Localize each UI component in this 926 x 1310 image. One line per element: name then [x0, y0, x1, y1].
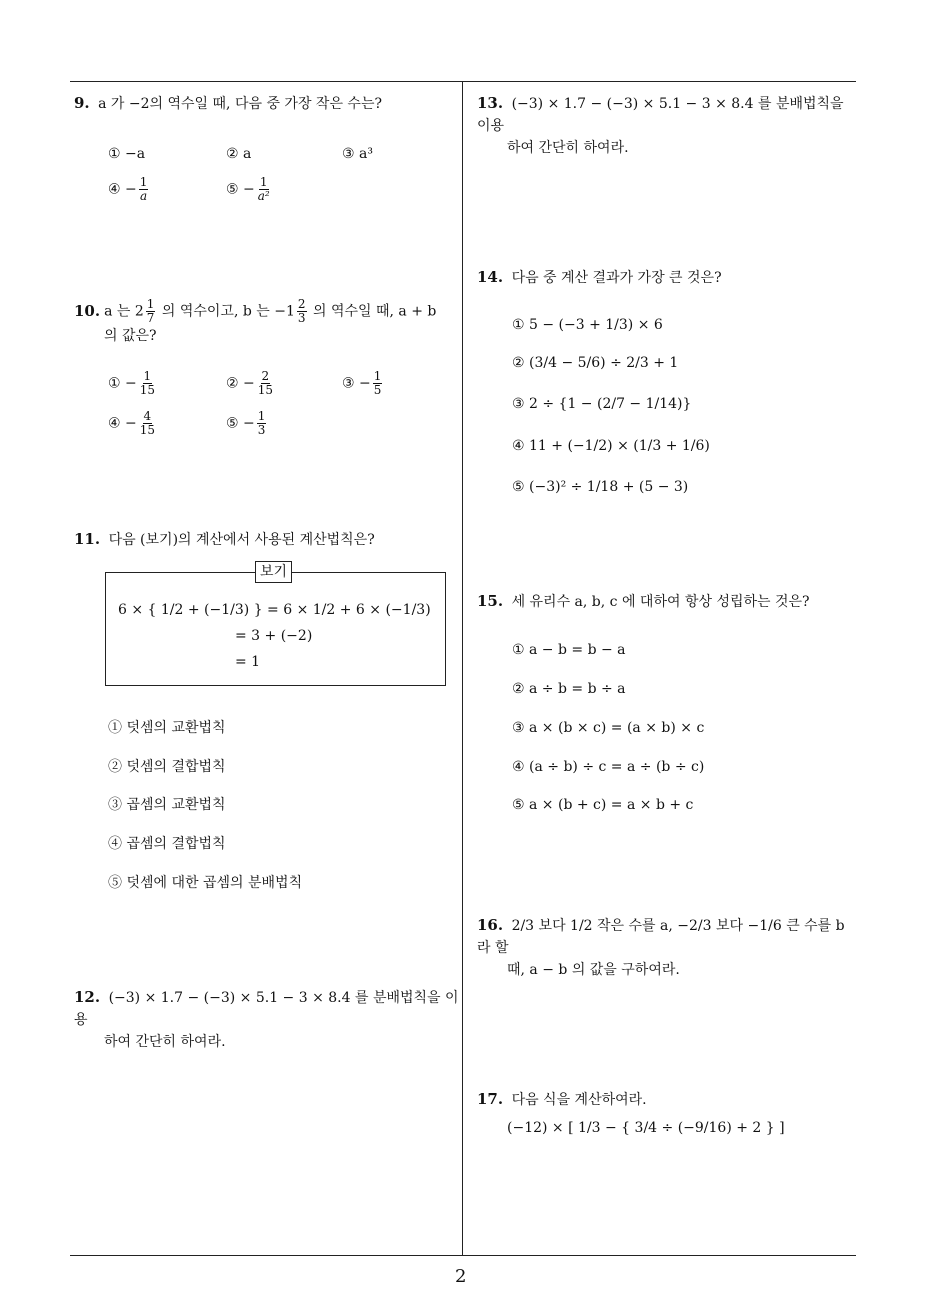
question-text: (−3) × 1.7 − (−3) × 5.1 − 3 × 8.4 를 분배법칙을 이용	[477, 96, 844, 134]
fraction	[297, 298, 307, 325]
question-17	[477, 1088, 861, 1139]
option-5[interactable]	[226, 176, 273, 203]
option-5[interactable]: ⑤ (−3)² ÷ 1/18 + (5 − 3)	[512, 479, 689, 495]
numerator: 1	[143, 369, 152, 383]
option-5[interactable]: ⑤ a × (b + c) = a × b + c	[512, 797, 694, 813]
example-box-title: 보기	[255, 561, 292, 583]
question-12	[74, 986, 460, 1053]
option-label: ⑤ −	[226, 181, 255, 198]
question-text: 의 역수이고, b 는 −1	[157, 303, 295, 320]
numerator: 2	[261, 369, 270, 383]
denominator: 3	[297, 311, 306, 325]
question-11	[74, 528, 460, 551]
question-9	[74, 92, 454, 115]
option-1[interactable]: ① −a	[108, 146, 146, 162]
page-number: 2	[455, 1266, 467, 1287]
fraction	[146, 298, 156, 325]
question-text: 2/3 보다 1/2 작은 수를 a, −2/3 보다 −1/6 큰 수를 b 라 할	[477, 918, 845, 956]
denominator: 15	[139, 423, 156, 437]
question-number: 16.	[477, 916, 504, 934]
question-text: 다음 식을 계산하여라.	[511, 1092, 647, 1108]
numerator: 2	[297, 297, 306, 311]
option-3[interactable]: ③ a³	[342, 146, 373, 162]
denominator: 3	[257, 423, 266, 437]
question-text: 세 유리수 a, b, c 에 대하여 항상 성립하는 것은?	[511, 594, 810, 610]
question-number: 13.	[477, 94, 504, 112]
option-4[interactable]	[108, 176, 150, 203]
option-5[interactable]: ⑤ 덧셈에 대한 곱셈의 분배법칙	[108, 875, 303, 891]
bottom-rule	[70, 1255, 856, 1256]
question-number: 14.	[477, 268, 504, 286]
denominator: 5	[373, 383, 382, 397]
option-4[interactable]	[108, 410, 158, 437]
question-text: 의 역수일 때, a + b	[308, 303, 437, 320]
option-1[interactable]: ① 덧셈의 교환법칙	[108, 720, 226, 736]
question-text-line2: 때, a − b 의 값을 구하여라.	[507, 962, 680, 978]
fraction	[257, 176, 271, 203]
question-text: a 가 −2의 역수일 때, 다음 중 가장 작은 수는?	[98, 96, 382, 112]
question-10	[74, 298, 460, 347]
question-text: (−3) × 1.7 − (−3) × 5.1 − 3 × 8.4 를 분배법칙을 이용	[74, 990, 459, 1028]
denominator: 7	[146, 311, 155, 325]
option-3[interactable]: ③ 2 ÷ {1 − (2/7 − 1/14)}	[512, 396, 692, 412]
option-2[interactable]: ② a	[226, 146, 252, 162]
option-label: ④ −	[108, 415, 137, 432]
option-1[interactable]: ① 5 − (−3 + 1/3) × 6	[512, 317, 663, 333]
option-1[interactable]	[108, 370, 158, 397]
fraction	[139, 410, 156, 437]
fraction	[373, 370, 383, 397]
example-line-1: 6 × { 1/2 + (−1/3) } = 6 × 1/2 + 6 × (−1/3)	[118, 602, 431, 618]
question-14	[477, 266, 861, 289]
fraction	[257, 410, 267, 437]
option-2[interactable]	[226, 370, 276, 397]
option-2[interactable]: ② 덧셈의 결합법칙	[108, 759, 226, 775]
option-label: ④ −	[108, 181, 137, 198]
numerator: 1	[373, 369, 382, 383]
question-expression: (−12) × [ 1/3 − { 3/4 ÷ (−9/16) + 2 } ]	[507, 1120, 785, 1136]
question-number: 12.	[74, 988, 101, 1006]
numerator: 1	[259, 175, 268, 189]
denominator: 15	[139, 383, 156, 397]
example-line-2: = 3 + (−2)	[235, 628, 313, 644]
question-15	[477, 590, 861, 613]
option-5[interactable]	[226, 410, 268, 437]
option-2[interactable]: ② (3/4 − 5/6) ÷ 2/3 + 1	[512, 355, 679, 371]
denominator: 15	[257, 383, 274, 397]
question-13	[477, 92, 861, 159]
option-4[interactable]: ④ 곱셈의 결합법칙	[108, 836, 226, 852]
fraction	[257, 370, 274, 397]
option-4[interactable]: ④ (a ÷ b) ÷ c = a ÷ (b ÷ c)	[512, 759, 705, 775]
denominator: a²	[257, 189, 270, 203]
option-label: ⑤ −	[226, 415, 255, 432]
option-3[interactable]: ③ a × (b × c) = (a × b) × c	[512, 720, 705, 736]
option-label: ② −	[226, 375, 255, 392]
question-text: 다음 (보기)의 계산에서 사용된 계산법칙은?	[108, 532, 375, 548]
question-text-line2: 하여 간단히 하여라.	[507, 140, 629, 156]
question-number: 10.	[74, 301, 101, 320]
numerator: 1	[257, 409, 266, 423]
option-3[interactable]	[342, 370, 384, 397]
question-16	[477, 914, 861, 981]
question-text: a 는 2	[104, 303, 144, 320]
question-text-line2: 하여 간단히 하여라.	[104, 1034, 226, 1050]
fraction	[139, 176, 149, 203]
question-number: 17.	[477, 1090, 504, 1108]
numerator: 1	[139, 175, 148, 189]
column-divider	[462, 81, 463, 1256]
question-number: 15.	[477, 592, 504, 610]
question-number: 9.	[74, 94, 90, 112]
option-label: ① −	[108, 375, 137, 392]
denominator: a	[139, 189, 148, 203]
option-3[interactable]: ③ 곱셈의 교환법칙	[108, 797, 226, 813]
question-text: 다음 중 계산 결과가 가장 큰 것은?	[511, 270, 722, 286]
option-1[interactable]: ① a − b = b − a	[512, 642, 626, 658]
question-number: 11.	[74, 530, 101, 548]
option-4[interactable]: ④ 11 + (−1/2) × (1/3 + 1/6)	[512, 438, 710, 454]
top-rule	[70, 81, 856, 82]
option-2[interactable]: ② a ÷ b = b ÷ a	[512, 681, 626, 697]
option-label: ③ −	[342, 375, 371, 392]
numerator: 1	[146, 297, 155, 311]
question-text-line2: 의 값은?	[104, 328, 157, 344]
example-line-3: = 1	[235, 654, 261, 670]
fraction	[139, 370, 156, 397]
numerator: 4	[143, 409, 152, 423]
